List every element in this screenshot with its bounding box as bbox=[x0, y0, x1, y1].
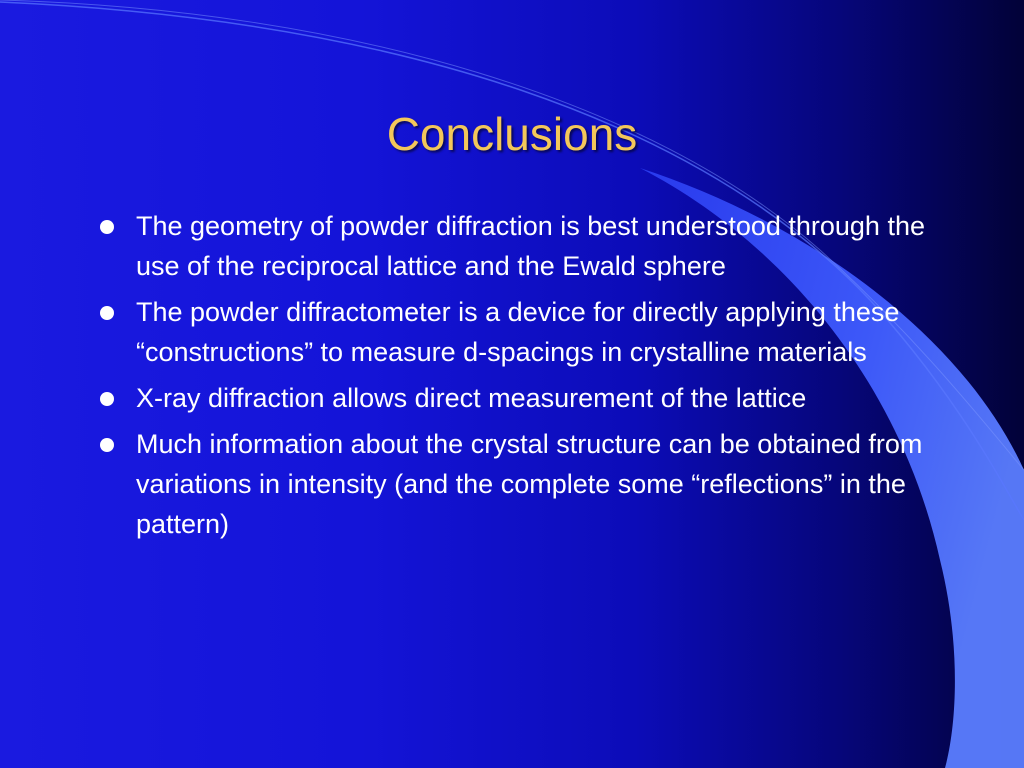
bullet-dot-icon bbox=[100, 306, 114, 320]
bullet-item bbox=[96, 292, 956, 372]
bullet-dot-icon bbox=[100, 438, 114, 452]
bullet-item bbox=[96, 424, 956, 544]
bullet-text: Much information about the crystal structure can be obtained from variations in intensity (and the complete some “reflections” in the pattern) bbox=[136, 429, 923, 539]
bullet-item bbox=[96, 378, 956, 418]
bullet-dot-icon bbox=[100, 392, 114, 406]
slide-title: Conclusions bbox=[386, 108, 638, 160]
bullet-list bbox=[96, 206, 956, 550]
bullet-item bbox=[96, 206, 956, 286]
bullet-dot-icon bbox=[100, 220, 114, 234]
bullet-text: The geometry of powder diffraction is best understood through the use of the reciprocal lattice and the Ewald sphere bbox=[136, 211, 925, 281]
bullet-text: X-ray diffraction allows direct measurement of the lattice bbox=[136, 383, 807, 413]
bullet-text: The powder diffractometer is a device for directly applying these “constructions” to measure d-spacings in crystalline materials bbox=[136, 297, 900, 367]
